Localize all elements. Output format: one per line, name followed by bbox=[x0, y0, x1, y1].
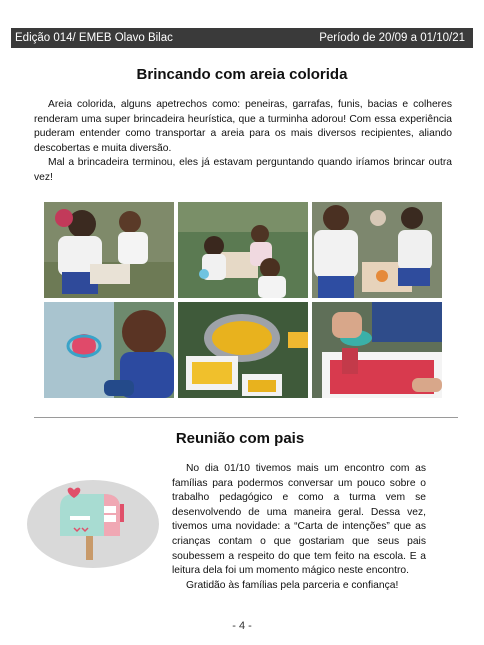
photo-collage bbox=[44, 202, 442, 398]
mailbox-illustration bbox=[24, 478, 162, 570]
paragraph: Areia colorida, alguns apetrechos como: peneiras, garrafas, funis, bacias e colheres renderam uma super brincadeira heurística, que a turminha adorou! Com essa experiência puderam entender como transportar a areia para os mais diversos recipientes, aliando descobertas e muita diversão. bbox=[34, 99, 452, 154]
section-title-reuniao: Reunião com pais bbox=[175, 430, 305, 447]
photo-children-sand-3 bbox=[312, 202, 442, 298]
paragraph: Gratidão às famílias pela parceria e confiança! bbox=[186, 579, 399, 591]
period-label: Período de 20/09 a 01/10/21 bbox=[319, 32, 465, 44]
paragraph: No dia 01/10 tivemos mais um encontro com as famílias para podermos conversar um pouco sobre o trabalho pedagógico e como a turma vem se desenvolvendo de uma maneira geral. Dessa vez, tivemos uma novidade: a “Carta de intenções” que as crianças contam o que gostariam que seus pais soubessem a respeito do que tem feito na escola. E a leitura dela foi um momento mágico neste encontro. bbox=[172, 463, 426, 577]
photo-yellow-sand-bowl bbox=[178, 302, 308, 398]
photo-red-sand-tray bbox=[312, 302, 442, 398]
newsletter-header-bar bbox=[11, 28, 473, 48]
photo-children-sand-1 bbox=[44, 202, 174, 298]
section-areia-text bbox=[34, 98, 452, 186]
section-title-areia: Brincando com areia colorida bbox=[136, 66, 348, 83]
section-reuniao-text bbox=[172, 462, 426, 593]
photo-children-sand-2 bbox=[178, 202, 308, 298]
edition-label: Edição 014/ EMEB Olavo Bilac bbox=[15, 32, 173, 44]
photo-funnel-closeup bbox=[44, 302, 174, 398]
paragraph: Mal a brincadeira terminou, eles já estavam perguntando quando iríamos brincar outra vez! bbox=[34, 157, 452, 183]
page-number: - 4 - bbox=[232, 620, 252, 632]
section-divider bbox=[34, 417, 458, 418]
